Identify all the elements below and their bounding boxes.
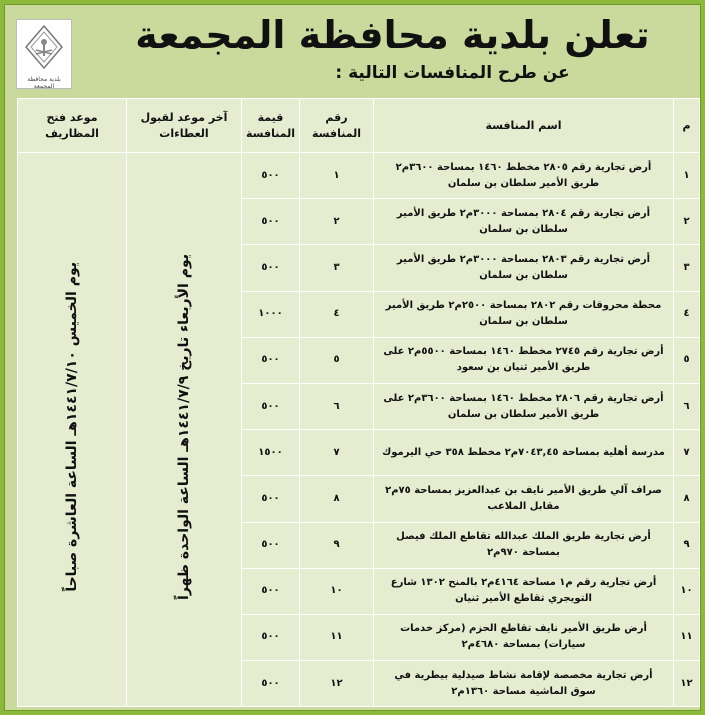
row-number: ١١	[674, 614, 700, 660]
tender-value: ٥٠٠	[242, 661, 300, 707]
row-number: ١٠	[674, 568, 700, 614]
tender-name: محطة محروقات رقم ٢٨٠٢ بمساحة ٢٥٠٠م٢ طريق الأمير سلطان بن سلمان	[374, 291, 674, 337]
tender-name: مدرسة أهلية بمساحة ٧٠٤٣,٤٥م٢ مخطط ٣٥٨ حي اليرموك	[374, 430, 674, 476]
tender-name: أرض تجارية رقم ٢٨٠٥ مخطط ١٤٦٠ بمساحة ٣٦٠٠م٢ طريق الأمير سلطان بن سلمان	[374, 153, 674, 199]
tender-name: أرض تجارية طريق الملك عبدالله تقاطع الملك فيصل بمساحة ٩٧٠م٢	[374, 522, 674, 568]
tender-number: ٣	[300, 245, 374, 291]
tender-value: ٥٠٠	[242, 153, 300, 199]
column-header: م	[674, 99, 700, 153]
column-header: اسم المنافسة	[374, 99, 674, 153]
tender-value: ١٠٠٠	[242, 291, 300, 337]
tender-number: ٥	[300, 337, 374, 383]
row-number: ١٢	[674, 661, 700, 707]
tender-value: ١٥٠٠	[242, 430, 300, 476]
envelope-opening-date-cell	[18, 153, 127, 707]
tender-value: ٥٠٠	[242, 476, 300, 522]
page-title: تعلن بلدية محافظة المجمعة	[135, 13, 650, 57]
tenders-table	[17, 98, 700, 707]
advertisement	[4, 4, 701, 711]
envelope-opening-date: يوم الخميس ١٤٤١/٧/١٠هـ الساعة العاشرة صباحاً	[63, 261, 80, 592]
tender-number: ٤	[300, 291, 374, 337]
tender-name: أرض تجارية رقم ٢٧٤٥ مخطط ١٤٦٠ بمساحة ٥٥٠٠م٢ على طريق الأمير ثنيان بن سعود	[374, 337, 674, 383]
municipality-logo: بلدية محافظة المجمعة	[16, 19, 72, 89]
submission-deadline: يوم الأربعاء تاريخ ١٤٤١/٧/٩هـ الساعة الواحدة ظهراً	[175, 253, 192, 600]
tender-number: ٦	[300, 383, 374, 429]
row-number: ٢	[674, 199, 700, 245]
tender-value: ٥٠٠	[242, 614, 300, 660]
tender-value: ٥٠٠	[242, 245, 300, 291]
row-number: ٤	[674, 291, 700, 337]
tender-number: ٢	[300, 199, 374, 245]
table-row	[18, 153, 700, 199]
page-subtitle: عن طرح المنافسات التالية :	[335, 63, 570, 83]
tender-number: ٨	[300, 476, 374, 522]
tender-value: ٥٠٠	[242, 522, 300, 568]
row-number: ٩	[674, 522, 700, 568]
row-number: ١	[674, 153, 700, 199]
column-header: موعد فتح المظاريف	[18, 99, 127, 153]
row-number: ٣	[674, 245, 700, 291]
tender-name: صراف آلي طريق الأمير نايف بن عبدالعزيز بمساحة ٧٥م٢ مقابل الملاعب	[374, 476, 674, 522]
tender-value: ٥٠٠	[242, 199, 300, 245]
row-number: ٧	[674, 430, 700, 476]
tender-number: ٩	[300, 522, 374, 568]
row-number: ٥	[674, 337, 700, 383]
tender-number: ١٢	[300, 661, 374, 707]
tender-name: أرض تجارية رقم ٢٨٠٦ مخطط ١٤٦٠ بمساحة ٣٦٠٠م٢ على طريق الأمير سلطان بن سلمان	[374, 383, 674, 429]
tender-number: ١١	[300, 614, 374, 660]
column-header: آخر موعد لقبول العطاءات	[127, 99, 242, 153]
tender-value: ٥٠٠	[242, 383, 300, 429]
table-header-row	[18, 99, 700, 153]
tender-name: أرض طريق الأمير نايف تقاطع الحزم (مركز خدمات سيارات) بمساحة ٤٦٨٠م٢	[374, 614, 674, 660]
tender-number: ١٠	[300, 568, 374, 614]
tender-name: أرض تجارية رقم ٢٨٠٣ بمساحة ٣٠٠٠م٢ طريق الأمير سلطان بن سلمان	[374, 245, 674, 291]
tender-number: ٧	[300, 430, 374, 476]
submission-deadline-cell	[127, 153, 242, 707]
tender-number: ١	[300, 153, 374, 199]
column-header: قيمة المنافسة	[242, 99, 300, 153]
tender-value: ٥٠٠	[242, 337, 300, 383]
tender-name: أرض تجارية رقم ٢٨٠٤ بمساحة ٣٠٠٠م٢ طريق الأمير سلطان بن سلمان	[374, 199, 674, 245]
tender-value: ٥٠٠	[242, 568, 300, 614]
column-header: رقم المنافسة	[300, 99, 374, 153]
tender-name: أرض تجارية رقم م١ مساحة ٤١٦٤م٢ بالمنح ١٣٠٢ شارع التويجري تقاطع الأمير ثنيان	[374, 568, 674, 614]
row-number: ٦	[674, 383, 700, 429]
emblem-icon	[24, 24, 64, 70]
row-number: ٨	[674, 476, 700, 522]
tender-name: أرض تجارية مخصصة لإقامة نشاط صيدلية بيطرية في سوق الماشية مساحة ١٣٦٠م٢	[374, 661, 674, 707]
